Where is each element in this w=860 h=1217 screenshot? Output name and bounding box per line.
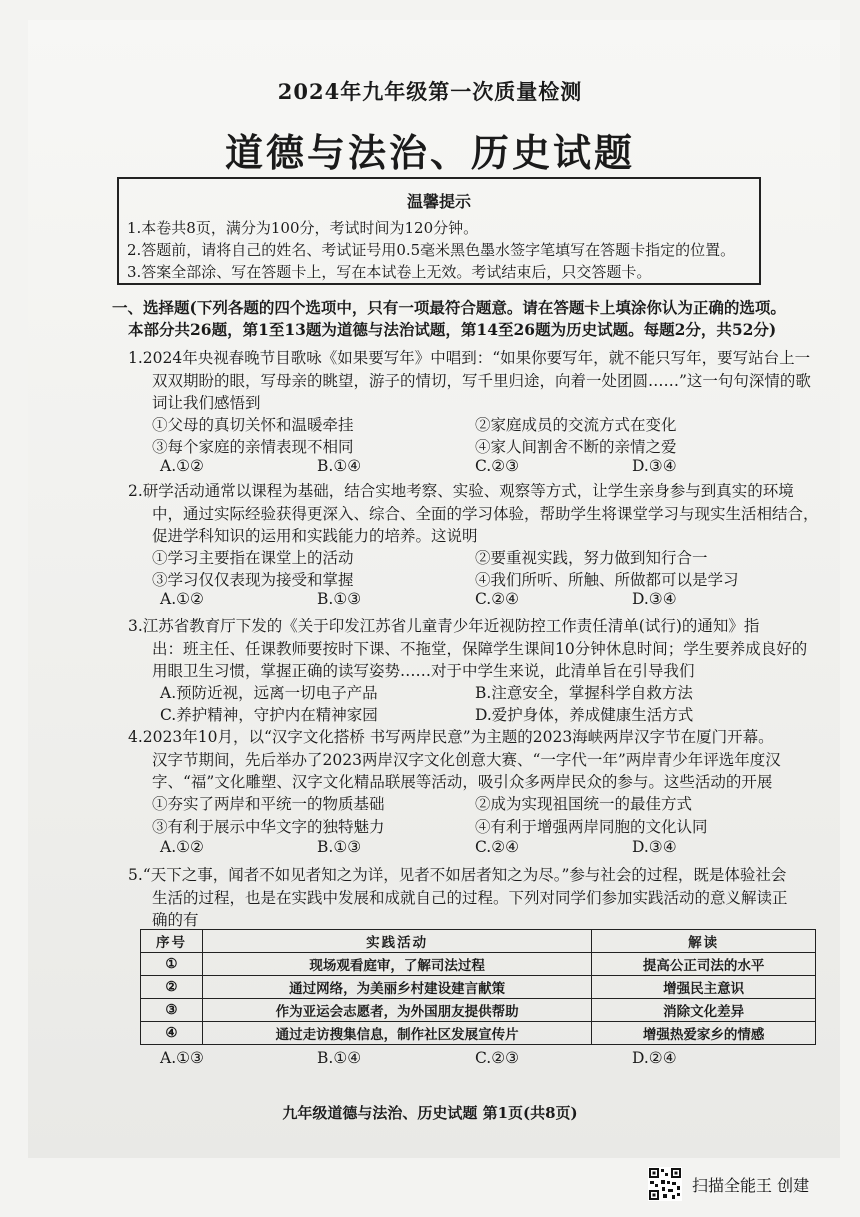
table-cell-activity: 作为亚运会志愿者，为外国朋友提供帮助 bbox=[202, 999, 591, 1022]
section-heading-line-1: 一、选择题(下列各题的四个选项中，只有一项最符合题意。请在答题卡上填涂你认为正确的选项。 bbox=[112, 298, 786, 317]
q4-statement-2: ②成为实现祖国统一的最佳方式 bbox=[475, 795, 693, 813]
q5-option-a[interactable]: A.①③ bbox=[160, 1049, 204, 1067]
notice-line-2: 2.答题前，请将自己的姓名、考试证号用0.5毫米黑色墨水签字笔填写在答题卡指定的位置。 bbox=[127, 241, 736, 259]
table-row bbox=[141, 953, 816, 976]
q5-stem-line-3: 确的有 bbox=[152, 911, 199, 929]
q3-stem-line-3: 用眼卫生习惯，掌握正确的读写姿势……对于中学生来说，此清单旨在引导我们 bbox=[152, 662, 695, 680]
q5-option-d[interactable]: D.②④ bbox=[632, 1049, 677, 1067]
q4-option-b[interactable]: B.①③ bbox=[317, 838, 362, 856]
q2-option-d[interactable]: D.③④ bbox=[632, 590, 677, 608]
q4-stem-line-2: 汉字节期间，先后举办了2023两岸汉字文化创意大赛、“一字代一年”两岸青少年评选年度汉 bbox=[152, 751, 781, 769]
table-header-number: 序号 bbox=[141, 930, 203, 953]
table-cell-number: ③ bbox=[141, 999, 203, 1022]
qr-code-icon bbox=[648, 1167, 682, 1201]
table-row bbox=[141, 999, 816, 1022]
notice-box bbox=[117, 177, 761, 285]
table-cell-number: ① bbox=[141, 953, 203, 976]
q4-option-a[interactable]: A.①② bbox=[160, 838, 204, 856]
q4-stem-line-3: 字、“福”文化雕塑、汉字文化精品联展等活动，吸引众多两岸民众的参与。这些活动的开展 bbox=[152, 773, 773, 791]
table-header-row bbox=[141, 930, 816, 953]
q4-statement-4: ④有利于增强两岸同胞的文化认同 bbox=[475, 818, 708, 836]
q1-statement-1: ①父母的真切关怀和温暖牵挂 bbox=[152, 416, 354, 434]
q5-stem-line-2: 生活的过程，也是在实践中发展和成就自己的过程。下列对同学们参加实践活动的意义解读正 bbox=[152, 889, 788, 907]
table-header-interpretation: 解读 bbox=[592, 930, 816, 953]
table-row bbox=[141, 1022, 816, 1045]
q1-stem-line-3: 词让我们感悟到 bbox=[152, 394, 261, 412]
q4-option-d[interactable]: D.③④ bbox=[632, 838, 677, 856]
section-heading-line-2: 本部分共26题，第1至13题为道德与法治试题，第14至26题为历史试题。每题2分，共52分) bbox=[128, 320, 777, 339]
q2-option-b[interactable]: B.①③ bbox=[317, 590, 362, 608]
q2-option-a[interactable]: A.①② bbox=[160, 590, 204, 608]
q5-option-b[interactable]: B.①④ bbox=[317, 1049, 362, 1067]
q3-option-a[interactable]: A.预防近视，远离一切电子产品 bbox=[160, 684, 378, 702]
q2-statement-4: ④我们所听、所触、所做都可以是学习 bbox=[475, 571, 739, 589]
q3-stem-line-1: 3.江苏省教育厅下发的《关于印发江苏省儿童青少年近视防控工作责任清单(试行)的通知》指 bbox=[128, 617, 760, 635]
q4-option-c[interactable]: C.②④ bbox=[475, 838, 520, 856]
q3-option-b[interactable]: B.注意安全，掌握科学自救方法 bbox=[475, 684, 693, 702]
table-cell-interpretation: 增强民主意识 bbox=[592, 976, 816, 999]
q4-stem-line-1: 4.2023年10月，以“汉字文化搭桥 书写两岸民意”为主题的2023海峡两岸汉字节在厦门开幕。 bbox=[128, 728, 774, 746]
q1-stem-line-2: 双双期盼的眼，写母亲的眺望，游子的情切，写千里归途，向着一处团圆……”这一句句深情的歌 bbox=[152, 372, 811, 390]
q2-statement-2: ②要重视实践，努力做到知行合一 bbox=[475, 549, 708, 567]
q5-practice-table bbox=[140, 929, 816, 1045]
notice-line-3: 3.答案全部涂、写在答题卡上，写在本试卷上无效。考试结束后，只交答题卡。 bbox=[127, 263, 652, 281]
q1-option-a[interactable]: A.①② bbox=[160, 457, 204, 475]
q2-stem-line-3: 促进学科知识的运用和实践能力的培养。这说明 bbox=[152, 527, 478, 545]
scanner-watermark: 扫描全能王 创建 bbox=[692, 1176, 810, 1195]
q2-option-c[interactable]: C.②④ bbox=[475, 590, 520, 608]
page-footer: 九年级道德与法治、历史试题 第1页(共8页) bbox=[282, 1104, 578, 1122]
q1-option-c[interactable]: C.②③ bbox=[475, 457, 520, 475]
table-cell-number: ② bbox=[141, 976, 203, 999]
q1-statement-2: ②家庭成员的交流方式在变化 bbox=[475, 416, 677, 434]
table-row bbox=[141, 976, 816, 999]
notice-heading: 温馨提示 bbox=[406, 192, 471, 211]
q1-stem-line-1: 1.2024年央视春晚节目歌咏《如果要写年》中唱到：“如果你要写年，就不能只写年，要写站台上一 bbox=[128, 349, 811, 367]
q2-stem-line-2: 中，通过实际经验获得更深入、综合、全面的学习体验，帮助学生将课堂学习与现实生活相结合， bbox=[152, 505, 819, 523]
q2-statement-1: ①学习主要指在课堂上的活动 bbox=[152, 549, 354, 567]
q2-stem-line-1: 2.研学活动通常以课程为基础，结合实地考察、实验、观察等方式，让学生亲身参与到真实的环境 bbox=[128, 482, 794, 500]
q1-option-b[interactable]: B.①④ bbox=[317, 457, 362, 475]
table-cell-activity: 现场观看庭审，了解司法过程 bbox=[202, 953, 591, 976]
q1-statement-3: ③每个家庭的亲情表现不相同 bbox=[152, 438, 354, 456]
q5-stem-line-1: 5.“天下之事，闻者不如见者知之为详，见者不如居者知之为尽。”参与社会的过程，既是体验社会 bbox=[128, 866, 787, 884]
table-cell-interpretation: 提高公正司法的水平 bbox=[592, 953, 816, 976]
q5-option-c[interactable]: C.②③ bbox=[475, 1049, 520, 1067]
q3-stem-line-2: 出：班主任、任课教师要按时下课、不拖堂，保障学生课间10分钟休息时间；学生要养成良好的 bbox=[152, 640, 808, 658]
q4-statement-3: ③有利于展示中华文字的独特魅力 bbox=[152, 818, 385, 836]
exam-title: 2024年九年级第一次质量检测 bbox=[277, 79, 583, 104]
q2-statement-3: ③学习仅仅表现为接受和掌握 bbox=[152, 571, 354, 589]
q1-statement-4: ④家人间割舍不断的亲情之爱 bbox=[475, 438, 677, 456]
notice-line-1: 1.本卷共8页，满分为100分，考试时间为120分钟。 bbox=[127, 219, 479, 237]
table-header-activity: 实践活动 bbox=[202, 930, 591, 953]
q3-option-d[interactable]: D.爱护身体，养成健康生活方式 bbox=[475, 706, 694, 724]
subject-title: 道德与法治、历史试题 bbox=[224, 130, 635, 175]
table-cell-interpretation: 增强热爱家乡的情感 bbox=[592, 1022, 816, 1045]
q4-statement-1: ①夯实了两岸和平统一的物质基础 bbox=[152, 795, 385, 813]
q3-option-c[interactable]: C.养护精神，守护内在精神家园 bbox=[160, 706, 378, 724]
table-cell-activity: 通过走访搜集信息，制作社区发展宣传片 bbox=[202, 1022, 591, 1045]
table-cell-interpretation: 消除文化差异 bbox=[592, 999, 816, 1022]
q1-option-d[interactable]: D.③④ bbox=[632, 457, 677, 475]
table-cell-number: ④ bbox=[141, 1022, 203, 1045]
table-cell-activity: 通过网络，为美丽乡村建设建言献策 bbox=[202, 976, 591, 999]
